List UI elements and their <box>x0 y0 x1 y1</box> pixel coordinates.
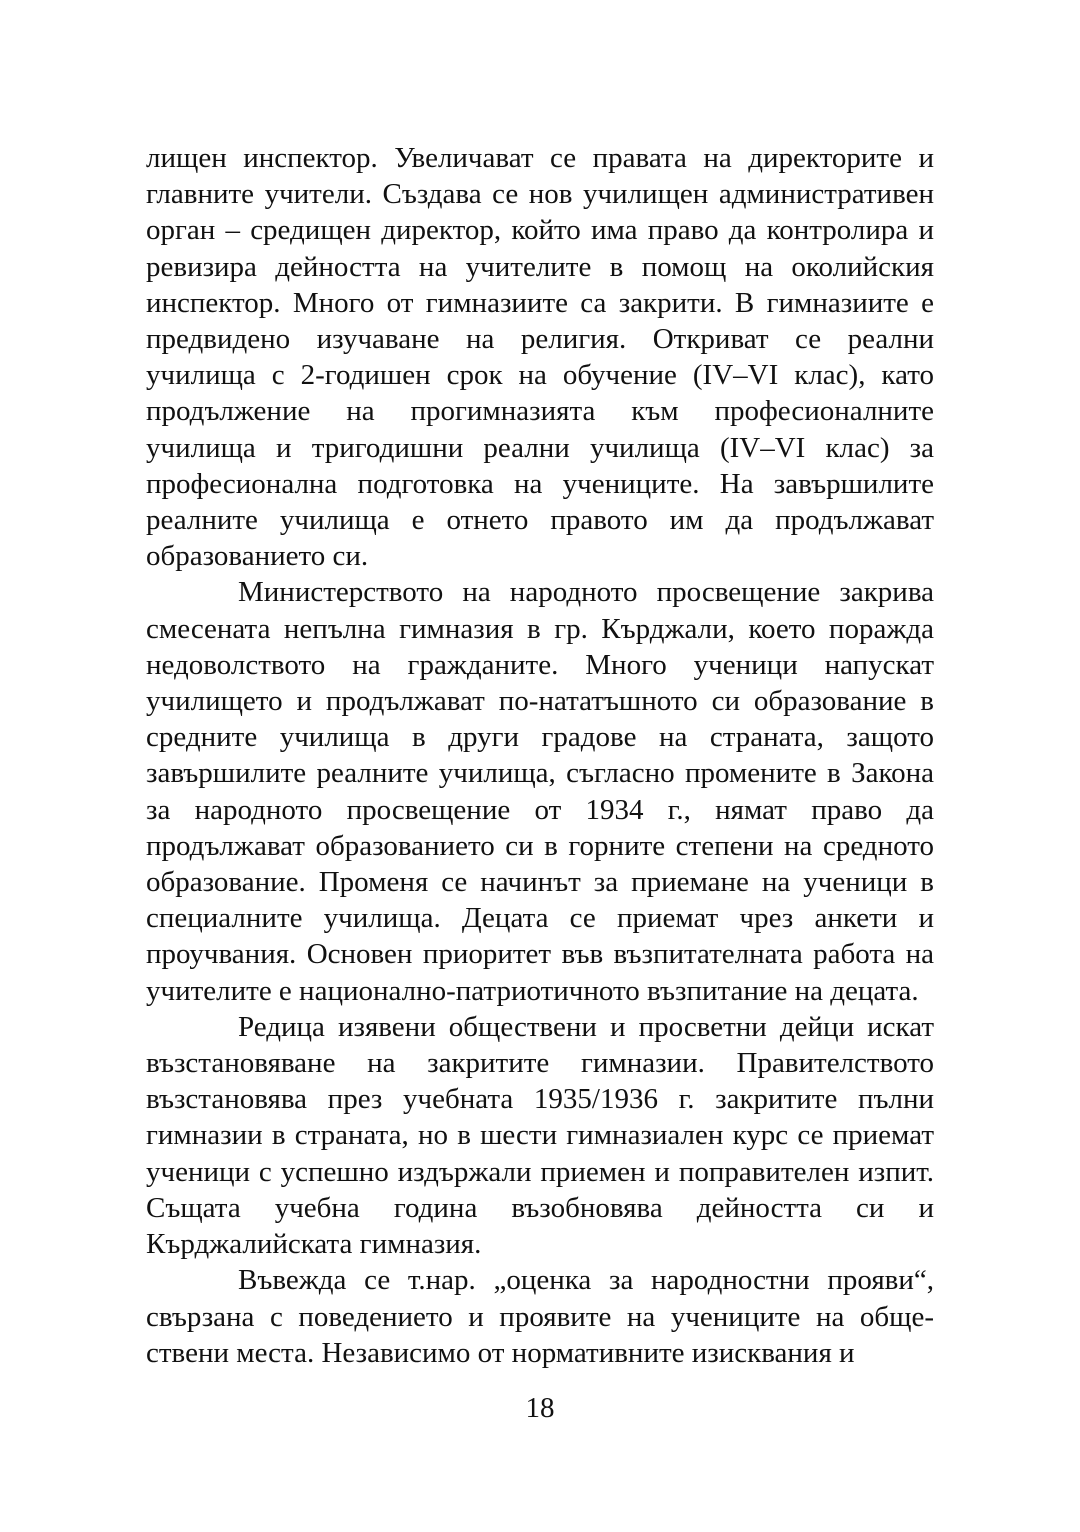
page-number: 18 <box>525 1392 555 1424</box>
paragraph-1: лищен инспектор. Увеличават се правата на директорите и главните учители. Създава се нов училищен административен орган – средищен директор, който има право да контролира и ревизира дейността на учителите в помощ на околийския инспектор. Много от гимназиите са закрити. В гимназиите е предвидено изучаване на религия. Откриват се реални училища с 2-годишен срок на обучение (IV–VI клас), като продължение на прогимназията към професионалните училища и тригодишни реални училища (IV–VI клас) за професионална подготовка на учениците. На завършилите реалните училища е отнето правото им да продължават образованието си. <box>146 142 934 573</box>
body-text <box>146 140 934 1371</box>
paragraph-2: Министерството на народното просвещение закрива смесената непълна гимназия в гр. Кърджали, което поражда недоволството на гражданите. Много ученици напускат училището и продължават по-нататъшното си образование в средните училища в други градове на страната, защото завършилите реалните училища, съгласно промените в Закона за народното просвещение от 1934 г., нямат право да продължават образованието си в горните степени на средното образование. Променя се начинът за приемане на ученици в специалните училища. Децата се приемат чрез анкети и проучвания. Основен приоритет във възпитателната работа на учителите е национално-патриотичното възпитание на децата. <box>146 576 934 1007</box>
paragraph-4: Въвежда се т.нар. „оценка за народностни прояви“, свързана с поведението и проявите на учениците на обществени места. Независимо от нормативните изисквания и <box>146 1264 934 1369</box>
paragraph-3: Редица изявени обществени и просветни дейци искат възстановяване на закритите гимназии. Правителството възстановява през учебната 1935/1936 г. закритите пълни гимназии в страната, но в шести гимназиален курс се приемат ученици с успешно издържали приемен и поправителен изпит. Същата учебна година възобновява дейността си и Кърджалийската гимназия. <box>146 1010 934 1261</box>
